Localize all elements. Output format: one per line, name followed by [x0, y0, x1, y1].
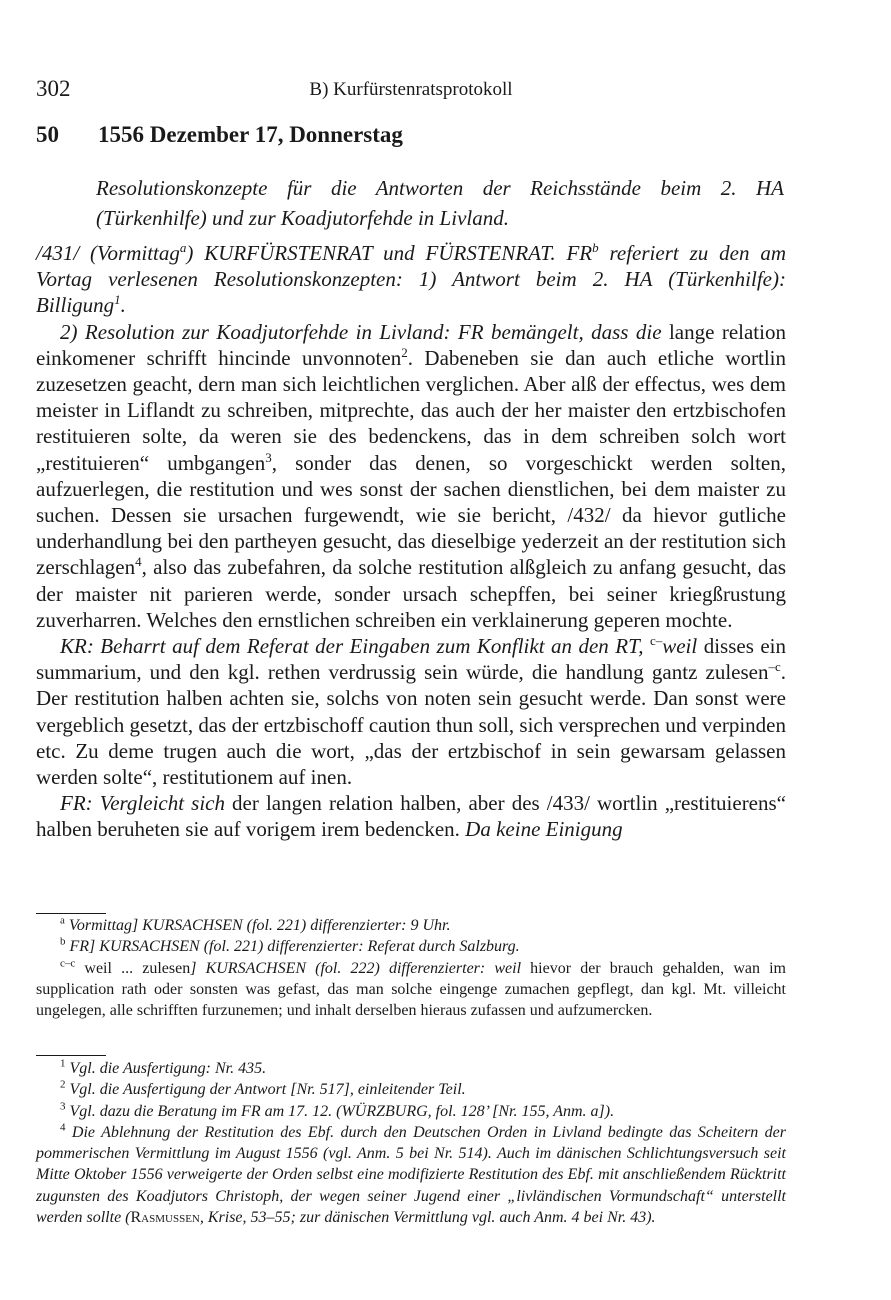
entry-number: 50: [36, 122, 59, 147]
p3-text-b: . Der restitution halben achten sie, solchs von noten sein gesucht werde. Dan sonst were vergeblich gesetzt, das der ertzbischoff caution thun soll, sich versprechen und verpinden etc. Zu deme trugen auch die wort, „das der ertzbischof in sein gewarsam gelassen werden solte“, restitutionem auf inen.: [36, 660, 786, 790]
textnote-a-mark: a: [60, 914, 65, 927]
p3-italic-2: weil: [662, 634, 698, 659]
footnote-3: [36, 1101, 786, 1122]
textnote-c-mark: c–c: [60, 957, 76, 970]
p1-text-a: /431/ (Vormittag: [36, 241, 180, 265]
p2-text-a: lange relation einkomener schrifft hincinde unvonnoten: [36, 319, 786, 370]
textnote-b-mark: b: [60, 935, 66, 948]
paragraph-3: [36, 633, 786, 790]
p2-text-b: . Dabeneben sie dan auch etliche wortlin zuzesetzen geacht, dern man sich leichtlichen verglichen. Aber alß der effectus, wes dem meister in Liflandt zu schreiben, mitprechte, das auch der her maister den ertzbischofen restituieren solte, da weren sie des bedenckens, das in dem schreiben solch wort „restituieren“ umbgangen: [36, 345, 786, 475]
p1-text-c: referiert zu den am Vortag verlesenen Resolutionskonzepten: 1) Antwort beim 2. HA (Türkenhilfe): Billigung: [36, 241, 786, 318]
footnote-3-text: Vgl. dazu die Beratung im FR am 17. 12. (WÜRZBURG, fol. 128’ [Nr. 155, Anm. a]).: [69, 1102, 615, 1120]
footnote-1-mark: 1: [60, 1057, 66, 1070]
footnote-1-text: Vgl. die Ausfertigung: Nr. 435.: [69, 1060, 267, 1077]
textnote-c: [36, 958, 786, 1022]
footnote-4-text-b: , Krise, 53–55; zur dänischen Vermittlung vgl. auch Anm. 4 bei Nr. 43).: [199, 1209, 656, 1227]
protocol-text: [36, 240, 786, 843]
note-ref-b: b: [592, 240, 599, 255]
note-ref-c-open: c–: [649, 633, 663, 649]
textnote-c-text: hievor der brauch gehalden, wan im supplication rath oder sonsten was gefast, das man solche eingenge zumachen gepflegt, dan kgl. Mt. villeicht ungelegen, alle schrifften furzunemen; und inhalt derselben hieraus zufassen und aufzumercken.: [36, 959, 786, 1020]
footnote-4-author: Rasmussen: [130, 1209, 200, 1227]
footnote-ref-4: 4: [135, 554, 142, 570]
p1-end: .: [120, 293, 126, 318]
footnote-ref-2: 2: [401, 344, 408, 360]
p1-text-b: ) KURFÜRSTENRAT und FÜRSTENRAT. FR: [186, 241, 593, 265]
running-title: B) Kurfürstenratsprotokoll: [309, 79, 513, 100]
textnote-a-text: Vormittag] KURSACHSEN (fol. 221) differenzierter: 9 Uhr.: [68, 917, 451, 934]
footnote-2-mark: 2: [60, 1078, 66, 1091]
textnote-a: [36, 915, 786, 936]
p2-text-c: , sonder das denen, so vorgeschickt werden solten, aufzuerlegen, die restitution und wes sonst der sachen dienstlichen, bei dem maister zu suchen. Dessen sie ursachen furgewendt, wie sie bericht, /432/ da hievor gutliche underhandlung bei den partheyen gesucht, das dieselbige yederzeit an der restitution sich zerschlagen: [36, 450, 786, 580]
p3-text-a: disses ein summarium, und den kgl. rethen verdrussig sein würde, die handlung gantz zulesen: [36, 634, 787, 685]
running-header: [36, 76, 786, 106]
note-ref-c-close: –c: [768, 659, 781, 675]
entry-heading: [36, 122, 403, 148]
p2-text-d: , also das zubefahren, da solche restitution alßgleich zu anfang gesucht, das der maister nit parieren werde, sonder ursach schepffen, bei seiner kriegßrustung zuverharren. Welches den ernstlichen schreiben ein verklainerung geperen mochte.: [36, 555, 786, 632]
footnote-4-mark: 4: [60, 1121, 66, 1134]
entry-date: 1556 Dezember 17, Donnerstag: [98, 122, 403, 147]
textnote-c-italic: ] KURSACHSEN (fol. 222) differenzierter: weil: [190, 959, 522, 977]
footnote-2: [36, 1079, 786, 1100]
textnote-b-text: FR] KURSACHSEN (fol. 221) differenzierter: Referat durch Salzburg.: [69, 938, 520, 956]
footnote-ref-3: 3: [265, 449, 272, 465]
p3-italic: KR: Beharrt auf dem Referat der Eingaben zum Konflikt an den RT,: [60, 634, 644, 659]
p4-italic-2: Da keine Einigung: [459, 817, 623, 842]
textnote-divider: [36, 913, 106, 914]
textnote-c-lemma: weil ... zulesen: [75, 959, 191, 977]
footnote-ref-1: 1: [114, 292, 121, 308]
footnote-divider: [36, 1055, 106, 1056]
footnote-1: [36, 1058, 786, 1079]
textnotes: [36, 915, 786, 1021]
p4-text-a: der langen relation halben, aber des /433/ wortlin „restituierens“ halben beruheten sie auf vorigem irem bedencken.: [36, 791, 786, 842]
p4-italic: FR: Vergleicht sich: [60, 791, 225, 816]
paragraph-1: [36, 240, 786, 319]
paragraph-2: [36, 319, 786, 633]
footnotes: [36, 1058, 786, 1228]
note-ref-a: a: [179, 240, 187, 255]
textnote-b: [36, 936, 786, 957]
footnote-4-text-a: Die Ablehnung der Restitution des Ebf. durch den Deutschen Orden in Livland bedingte das Scheitern der pommerischen Vermittlung im August 1556 (vgl. Anm. 5 bei Nr. 514). Auch im dänischen Schlichtungsversuch seit Mitte Oktober 1556 verweigerte der Orden selbst eine modifizierte Restitution des Ebf. mit anschließendem Rücktritt zugunsten des Koadjutors Christoph, der wegen seiner Jugend einer „livländischen Vormundschaft“ unterstellt werden sollte (: [36, 1123, 787, 1227]
p2-italic: 2) Resolution zur Koadjutorfehde in Livland: FR bemängelt, dass die: [60, 319, 662, 344]
regest: Resolutionskonzepte für die Antworten der Reichsstände beim 2. HA (Türkenhilfe) und zur Koadjutorfehde in Livland.: [96, 176, 784, 230]
paragraph-4: [36, 790, 786, 842]
page-number: 302: [36, 76, 71, 101]
footnote-3-mark: 3: [60, 1100, 66, 1113]
footnote-2-text: Vgl. die Ausfertigung der Antwort [Nr. 517], einleitender Teil.: [69, 1081, 466, 1099]
footnote-4: [36, 1122, 786, 1228]
